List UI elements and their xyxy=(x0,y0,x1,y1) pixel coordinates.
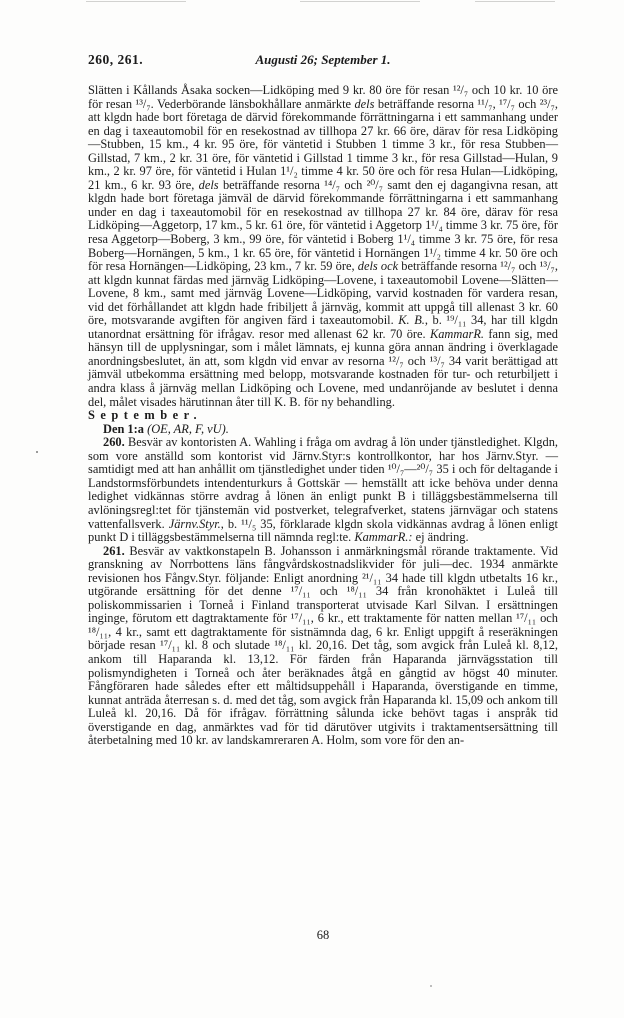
scan-artifact xyxy=(475,1,555,2)
paragraph-continuation: Slätten i Kållands Åsaka socken—Lidköping med 9 kr. 80 öre för resan ¹²/₇ och 10 kr. 10 öre för resan ¹³/₇. Vederbörande länsbokhållare anmärkte dels beträffande resorna ¹¹/₇, ¹⁷/₇ och ²³/₇, att klgdn hade bort företaga de därvid förekommande förrättningarna i ett sammanhang under en dag i taxeautomobil för en resekostnad av tillhopa 27 kr. 66 öre, därav för resa Lidköping—Stubben, 15 km., 4 kr. 95 öre, för väntetid i Stubben 1 timme 3 kr., för resa Stubben—Gillstad, 7 km., 2 kr. 31 öre, för väntetid i Gillstad 1 timme 3 kr., för resa Gillstad—Hulan, 9 km., 2 kr. 97 öre, för väntetid i Hulan 1¹/₂ timme 4 kr. 50 öre och för resa Hulan—Lidköping, 21 km., 6 kr. 93 öre, dels beträffande resorna ¹⁴/₇ och ²⁰/₇ samt den ej dagangivna resan, att klgdn hade bort företaga jämväl de därvid förekommande förrättningarna i ett sammanhang under en dag i taxeautomobil för en resekostnad av tillhopa 27 kr. 84 öre, därav för resa Lidköping—Aggetorp, 17 km., 5 kr. 61 öre, för väntetid i Aggetorp 1¹/₄ timme 3 kr. 75 öre, för resa Aggetorp—Boberg, 3 km., 99 öre, för väntetid i Boberg 1¹/₄ timme 3 kr. 75 öre, för resa Boberg—Hornängen, 5 km., 1 kr. 65 öre, för väntetid i Hornängen 1¹/₂ timme 4 kr. 50 öre och för resa Hornängen—Lidköping, 23 km., 7 kr. 59 öre, dels ock beträffande resorna ¹²/₇ och ¹³/₇, att klgdn kunnat färdas med järnväg Lidköping—Lovene, i taxeautomobil Lovene—Slätten—Lovene, 8 km., samt med järnväg Lovene—Lidköping, varvid kostnaden för vardera resan, vid det förhållandet att klgdn hade fribiljett å järnväg, kommit att uppgå till allenast 3 kr. 60 öre, motsvarande avgiften för angiven färd i taxeautomobil. K. B., b. ¹⁹/₁₁ 34, har till klgdn utanordnat ersättning för ifrågav. resor med allenast 62 kr. 70 öre. KammarR. fann sig, med hänsyn till de upplysningar, som i målet lämnats, ej kunna göra annan ändring i överklagade anordningsbeslutet, än att, som klgdn vid envar av resorna ¹²/₇ och ¹³/₇ 34 varit berättigad att jämväl utbekomma ersättning med belopp, motsvarande kostnaden för tur- och returbiljett i andra klass å järnväg mellan Lidköping och Lovene, med undanröjande av beslutet i denna del, målet visades härutinnan åter till K. B. för ny behandling. xyxy=(88,83,559,409)
page-number: 68 xyxy=(316,928,330,942)
scan-artifact xyxy=(430,985,432,987)
section-heading-september: September. xyxy=(88,408,203,423)
case-numbers: 260, 261. xyxy=(88,52,144,67)
date-heading: Augusti 26; September 1. xyxy=(255,52,391,67)
paragraph-den-1a: Den 1:a (OE, AR, F, vU). xyxy=(103,421,229,436)
text-column xyxy=(88,84,558,748)
scan-artifact xyxy=(300,1,420,2)
scan-artifact xyxy=(36,451,38,453)
scan-artifact xyxy=(86,1,186,2)
page-footer xyxy=(88,928,558,943)
running-head xyxy=(88,52,558,68)
paragraph-case-260: 260. Besvär av kontoristen A. Wahling i fråga om avdrag å lön under tjänstledighet. Klgdn, som vore anställd som kontorist vid Järnv.Styr:s kontrollkontor, har hos Järnv.Styr. — samtidigt med att han anhållit om tjänstledighet under tiden ¹⁰/₇—²⁰/₇ 35 i och för deltagande i Landstormsförbundets intendenturkurs å Gottskär — hemställt att icke behöva under denna ledighet vidkännas större avdrag å lönen än enligt punkt B i tilläggsbestämmelserna till avlöningsregl:tet för tjänstemän vid postverket, telegrafverket, statens järnvägar och statens vattenfallsverk. Järnv.Styr., b. ¹¹/₅ 35, förklarade klgdn skola vidkännas avdrag å lönen enligt punkt D i tilläggsbestämmelserna till nämnda regl:te. KammarR.: ej ändring. xyxy=(88,435,558,545)
paragraph-case-261: 261. Besvär av vaktkonstapeln B. Johansson i anmärkningsmål rörande traktamente. Vid granskning av Norrbottens läns fångvårdskostnadslikvider för juli—dec. 1934 anmärkte revisionen hos Fångv.Styr. följande: Enligt anordning ²¹/₁₁ 34 hade till klgdn utbetalts 16 kr., utgörande ersättning för det denne ¹⁷/₁₁ och ¹⁸/₁₁ 34 från kronohäktet i Luleå till poliskommissarien i Torneå i Finland transporterat utvisade Karl Silvan. I ersättningen inginge, förutom ett dagtraktamente för ¹⁷/₁₁, 6 kr., ett traktamente för natten mellan ¹⁷/₁₁ och ¹⁸/₁₁, 4 kr., samt ett dagtraktamente för sistnämnda dag, 6 kr. Enligt uppgift å reseräkningen började resan ¹⁷/₁₁ kl. 8 och slutade ¹⁸/₁₁ kl. 20,16. Det tåg, som avgick från Luleå kl. 8,12, ankom till Haparanda kl. 13,12. För färden från Haparanda järnvägsstation till polismyndigheten i Torneå och åter beräknades åtgå en gångtid av högst 40 minuter. Fångföraren hade således efter ett måltidsuppehåll i Haparanda, överstigande en timme, kunnat anträda återresan s. d. med det tåg, som avgick från Haparanda kl. 15,09 och ankom till Luleå kl. 20,16. Då för ifrågav. förrättning sålunda icke behövt tagas i anspråk tid överstigande en dag, anmärktes vad för tid därutöver utgivits i traktamentsersättning till återbetalning med 10 kr. av landskamreraren A. Holm, som vore för den an- xyxy=(88,543,558,748)
